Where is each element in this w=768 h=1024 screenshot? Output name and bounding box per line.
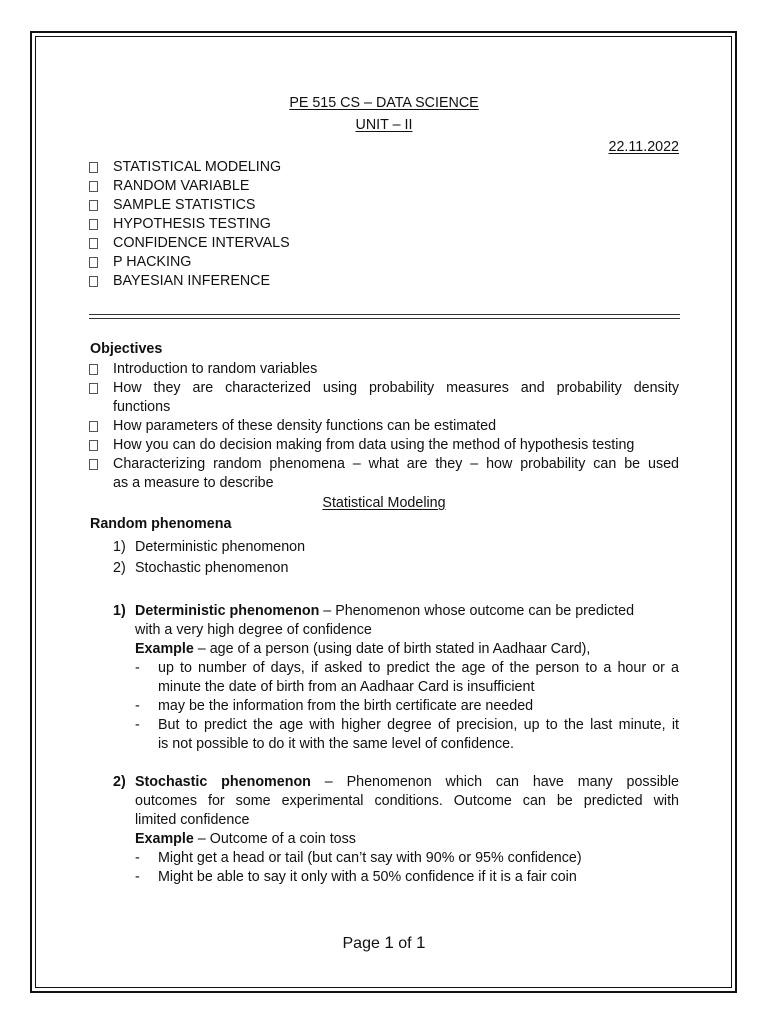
stochastic-def-rest: – Phenomenon which can have many possible [310,774,679,790]
section-title: Statistical Modeling [322,495,446,511]
dash-marker: - [135,850,140,866]
dash-item-line: But to predict the age with higher degree of precision, up to the last minute, it [158,717,679,733]
topic-item: BAYESIAN INFERENCE [113,273,271,289]
dash-marker: - [135,717,140,733]
divider-line [89,318,680,319]
objective-line: as a measure to describe [113,475,274,491]
list-item: Deterministic phenomenon [135,539,306,555]
list-number: 2) [113,560,126,576]
topic-item: HYPOTHESIS TESTING [113,216,271,232]
stochastic-definition [135,773,679,792]
course-title: PE 515 CS – DATA SCIENCE [289,95,479,111]
stochastic-def-line3: limited confidence [135,812,250,828]
dash-marker: - [135,660,140,676]
bullet-icon [89,181,98,192]
topic-item: P HACKING [113,254,192,270]
example-label: Example [135,831,194,847]
dash-item-line: Might get a head or tail (but can’t say with 90% or 95% confidence) [158,850,582,866]
unit-title: UNIT – II [355,117,413,133]
example-label: Example [135,641,194,657]
objective-line: Introduction to random variables [113,361,318,377]
objective-line: How they are characterized using probability measures and probability density [113,380,679,396]
dash-item-line: is not possible to do it with the same level of confidence. [158,736,515,752]
objective-line: Characterizing random phenomena – what are they – how probability can be used [113,456,679,472]
bullet-icon [89,238,98,249]
topic-item: CONFIDENCE INTERVALS [113,235,290,251]
bullet-icon [89,364,98,375]
objective-line: How you can do decision making from data using the method of hypothesis testing [113,437,635,453]
bullet-icon [89,440,98,451]
stochastic-number: 2) [113,774,126,790]
bullet-icon [89,257,98,268]
deterministic-definition [135,602,634,621]
stochastic-term: Stochastic phenomenon [135,774,311,790]
list-item: Stochastic phenomenon [135,560,289,576]
bullet-icon [89,200,98,211]
deterministic-number: 1) [113,603,126,619]
list-number: 1) [113,539,126,555]
objective-line: functions [113,399,171,415]
divider-line [89,314,680,315]
page-total: 1 [416,933,426,952]
dash-item-line: up to number of days, if asked to predict the age of the person to a hour or a [158,660,679,676]
deterministic-def-line2: with a very high degree of confidence [135,622,372,638]
bullet-icon [89,162,98,173]
page-number: 1 [384,933,394,952]
topic-item: RANDOM VARIABLE [113,178,250,194]
dash-item-line: may be the information from the birth certificate are needed [158,698,534,714]
bullet-icon [89,459,98,470]
bullet-icon [89,276,98,287]
deterministic-term: Deterministic phenomenon [135,603,320,619]
topic-item: STATISTICAL MODELING [113,159,282,175]
dash-marker: - [135,869,140,885]
deterministic-example [135,640,590,659]
example-text: – age of a person (using date of birth stated in Aadhaar Card), [193,641,591,657]
bullet-icon [89,219,98,230]
of-word: of [393,935,417,952]
bullet-icon [89,383,98,394]
stochastic-example [135,830,356,849]
date: 22.11.2022 [608,139,679,155]
section-subheading: Random phenomena [90,516,232,532]
objectives-heading: Objectives [90,341,163,357]
objective-line: How parameters of these density functions can be estimated [113,418,497,434]
example-text: – Outcome of a coin toss [193,831,356,847]
bullet-icon [89,421,98,432]
dash-item-line: minute the date of birth from an Aadhaar Card is insufficient [158,679,535,695]
deterministic-def-rest: – Phenomenon whose outcome can be predicted [319,603,635,619]
topic-item: SAMPLE STATISTICS [113,197,256,213]
dash-item-line: Might be able to say it only with a 50% confidence if it is a fair coin [158,869,577,885]
page-footer [0,932,768,955]
page-word: Page [342,935,385,952]
dash-marker: - [135,698,140,714]
stochastic-def-line2: outcomes for some experimental conditions. Outcome can be predicted with [135,793,679,809]
